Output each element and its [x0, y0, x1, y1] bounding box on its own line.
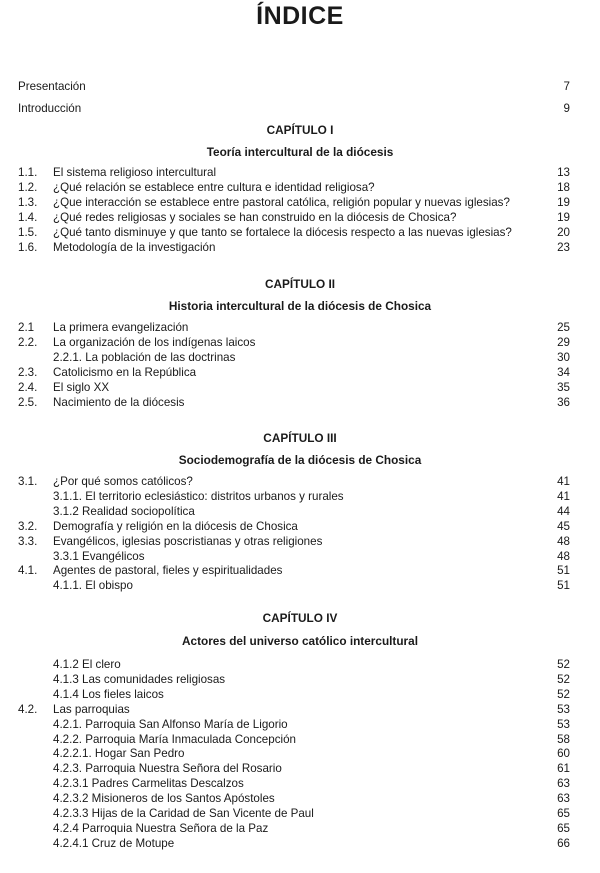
entry-page-number: 44	[557, 505, 570, 518]
entry-number: 2.5.	[18, 396, 38, 409]
entry-number: 3.3.	[18, 535, 38, 548]
toc-entry	[18, 534, 570, 549]
toc-entry	[18, 702, 570, 717]
entry-page-number: 52	[557, 688, 570, 701]
entry-number: 1.6.	[18, 241, 38, 254]
entry-title: Nacimiento de la diócesis	[53, 396, 185, 409]
entry-title: 4.2.4.1 Cruz de Motupe	[53, 837, 175, 850]
entry-title: Agentes de pastoral, fieles y espiritualidades	[53, 564, 283, 577]
entry-title: Catolicismo en la República	[53, 366, 197, 379]
entry-page-number: 35	[557, 381, 570, 394]
entry-number: 1.1.	[18, 166, 38, 179]
entry-page-number: 48	[557, 550, 570, 563]
toc-entry	[18, 821, 570, 836]
entry-page-number: 61	[557, 762, 570, 775]
toc-entry	[18, 240, 570, 255]
entry-page-number: 51	[557, 564, 570, 577]
entry-title: Las parroquias	[53, 703, 130, 716]
entry-title: 2.2.1. La población de las doctrinas	[53, 351, 236, 364]
entry-number: 2.4.	[18, 381, 38, 394]
entry-page-number: 48	[557, 535, 570, 548]
chapter-heading: CAPÍTULO III	[263, 431, 337, 445]
toc-entry	[18, 101, 570, 116]
toc-entry	[18, 365, 570, 380]
chapter-subtitle: Actores del universo católico intercultural	[181, 634, 418, 648]
toc-entry	[18, 806, 570, 821]
entry-number: 3.2.	[18, 520, 38, 533]
toc-entry	[18, 836, 570, 851]
toc-entry	[18, 549, 570, 564]
chapter-subtitle: Sociodemografía de la diócesis de Chosica	[178, 453, 422, 467]
entry-title: Introducción	[18, 102, 82, 115]
entry-title: 3.1.2 Realidad sociopolítica	[53, 505, 195, 518]
toc-entry	[18, 335, 570, 350]
entry-title: 4.2.3.3 Hijas de la Caridad de San Vicente de Paul	[53, 807, 314, 820]
toc-entry	[18, 489, 570, 504]
toc-entry	[18, 474, 570, 489]
entry-page-number: 36	[557, 396, 570, 409]
chapter-heading: CAPÍTULO I	[266, 123, 334, 137]
entry-number: 1.2.	[18, 181, 38, 194]
toc-entry	[18, 165, 570, 180]
entry-page-number: 9	[563, 102, 570, 115]
entry-page-number: 52	[557, 673, 570, 686]
entry-number: 2.2.	[18, 336, 38, 349]
toc-entry	[18, 380, 570, 395]
entry-page-number: 53	[557, 703, 570, 716]
entry-number: 1.5.	[18, 226, 38, 239]
toc-entry	[18, 210, 570, 225]
entry-title: Demografía y religión en la diócesis de Chosica	[53, 520, 298, 533]
entry-page-number: 53	[557, 718, 570, 731]
page-title: ÍNDICE	[256, 2, 344, 30]
entry-number: 1.4.	[18, 211, 38, 224]
entry-title: El siglo XX	[53, 381, 110, 394]
entry-page-number: 60	[557, 747, 570, 760]
entry-title: 3.3.1 Evangélicos	[53, 550, 145, 563]
toc-entry	[18, 776, 570, 791]
entry-title: ¿Qué redes religiosas y sociales se han construido en la diócesis de Chosica?	[53, 211, 457, 224]
entry-title: La primera evangelización	[53, 321, 189, 334]
entry-page-number: 51	[557, 579, 570, 592]
toc-entry	[18, 717, 570, 732]
entry-title: 4.2.3.2 Misioneros de los Santos Apóstoles	[53, 792, 275, 805]
entry-title: 4.2.1. Parroquia San Alfonso María de Ligorio	[53, 718, 288, 731]
entry-title: 4.1.4 Los fieles laicos	[53, 688, 164, 701]
entry-title: 4.1.1. El obispo	[53, 579, 133, 592]
entry-title: 4.1.3 Las comunidades religiosas	[53, 673, 226, 686]
entry-title: 4.2.2.1. Hogar San Pedro	[53, 747, 185, 760]
toc-entry	[18, 79, 570, 94]
entry-title: 4.2.4 Parroquia Nuestra Señora de la Paz	[53, 822, 269, 835]
entry-title: Evangélicos, iglesias poscristianas y otras religiones	[53, 535, 323, 548]
entry-page-number: 20	[557, 226, 570, 239]
chapter-heading: CAPÍTULO II	[264, 277, 336, 291]
toc-entry	[18, 504, 570, 519]
entry-title: ¿Por qué somos católicos?	[53, 475, 193, 488]
entry-page-number: 29	[557, 336, 570, 349]
entry-page-number: 52	[557, 658, 570, 671]
entry-title: La organización de los indígenas laicos	[53, 336, 256, 349]
entry-title: El sistema religioso intercultural	[53, 166, 217, 179]
entry-number: 1.3.	[18, 196, 38, 209]
entry-page-number: 19	[557, 211, 570, 224]
toc-entry	[18, 350, 570, 365]
toc-entry	[18, 395, 570, 410]
entry-number: 2.3.	[18, 366, 38, 379]
entry-title: Presentación	[18, 80, 86, 93]
chapter-heading: CAPÍTULO IV	[262, 611, 338, 625]
entry-title: 4.2.2. Parroquia María Inmaculada Concepción	[53, 733, 296, 746]
toc-entry	[18, 746, 570, 761]
chapter-subtitle: Teoría intercultural de la diócesis	[206, 145, 394, 159]
toc-entry	[18, 225, 570, 240]
entry-page-number: 19	[557, 196, 570, 209]
entry-title: 4.2.3. Parroquia Nuestra Señora del Rosario	[53, 762, 282, 775]
toc-entry	[18, 519, 570, 534]
toc-entry	[18, 578, 570, 593]
entry-page-number: 25	[557, 321, 570, 334]
entry-title: 4.1.2 El clero	[53, 658, 121, 671]
toc-entry	[18, 791, 570, 806]
entry-title: 4.2.3.1 Padres Carmelitas Descalzos	[53, 777, 244, 790]
entry-title: 3.1.1. El territorio eclesiástico: distritos urbanos y rurales	[53, 490, 344, 503]
entry-number: 2.1	[18, 321, 35, 334]
entry-title: Metodología de la investigación	[53, 241, 216, 254]
entry-page-number: 45	[557, 520, 570, 533]
entry-title: ¿Qué relación se establece entre cultura e identidad religiosa?	[53, 181, 375, 194]
entry-number: 3.1.	[18, 475, 38, 488]
entry-page-number: 58	[557, 733, 570, 746]
toc-entry	[18, 563, 570, 578]
entry-page-number: 65	[557, 807, 570, 820]
entry-page-number: 30	[557, 351, 570, 364]
toc-entry	[18, 732, 570, 747]
entry-page-number: 65	[557, 822, 570, 835]
toc-entry	[18, 761, 570, 776]
entry-page-number: 34	[557, 366, 570, 379]
entry-page-number: 63	[557, 777, 570, 790]
entry-number: 4.1.	[18, 564, 38, 577]
entry-number: 4.2.	[18, 703, 38, 716]
toc-entry	[18, 195, 570, 210]
entry-page-number: 41	[557, 475, 570, 488]
entry-page-number: 41	[557, 490, 570, 503]
toc-entry	[18, 672, 570, 687]
chapter-subtitle: Historia intercultural de la diócesis de Chosica	[168, 299, 432, 313]
entry-page-number: 66	[557, 837, 570, 850]
entry-page-number: 7	[563, 80, 570, 93]
entry-page-number: 63	[557, 792, 570, 805]
entry-page-number: 18	[557, 181, 570, 194]
toc-entry	[18, 180, 570, 195]
entry-title: ¿Que interacción se establece entre pastoral católica, religión popular y nuevas iglesias?	[53, 196, 510, 209]
entry-page-number: 23	[557, 241, 570, 254]
toc-entry	[18, 320, 570, 335]
toc-entry	[18, 657, 570, 672]
toc-entry	[18, 687, 570, 702]
entry-title: ¿Qué tanto disminuye y que tanto se fortalece la diócesis respecto a las nuevas iglesias?	[53, 226, 512, 239]
entry-page-number: 13	[557, 166, 570, 179]
